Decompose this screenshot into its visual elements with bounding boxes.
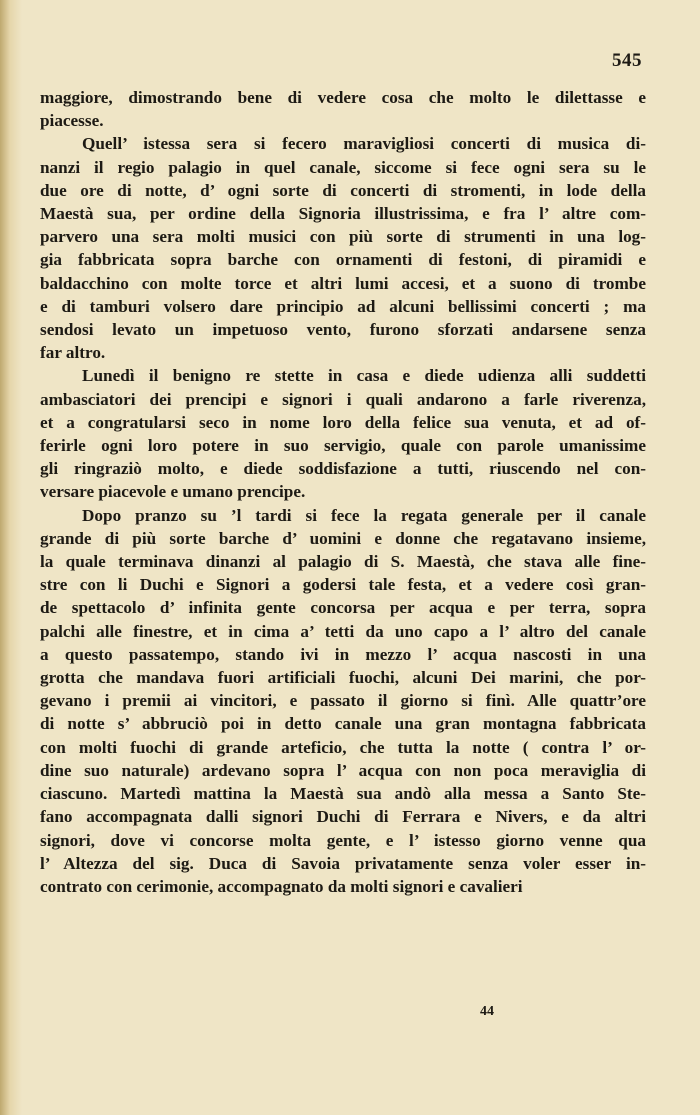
text-line: far altro. [40,343,106,363]
text-line: gevano i premii ai vincitori, e passato il giorno si finì. Alle quattr’ore [40,691,646,711]
text-line: de spettacolo d’ infinita gente concorsa per acqua e per terra, sopra [40,598,646,618]
text-line: sendosi levato un impetuoso vento, furono sforzati andarsene senza [40,320,646,340]
text-line: di notte s’ abbruciò poi in detto canale una gran montagna fabbricata [40,714,646,734]
paragraph [40,364,646,503]
text-line: stre con li Duchi e Signori a godersi tale festa, et a vedere così gran- [40,575,646,595]
text-line: Maestà sua, per ordine della Signoria illustrissima, e fra l’ altre com- [40,204,646,224]
text-line: signori, dove vi concorse molta gente, e l’ istesso giorno venne qua [40,830,646,850]
text-line: palchi alle finestre, et in cima a’ tetti da uno capo a l’ altro del canale [40,621,646,641]
text-line: dine suo naturale) ardevano sopra l’ acqua con non poca meraviglia di [40,760,646,780]
text-line: fano accompagnata dalli signori Duchi di Ferrara e Nivers, e da altri [40,807,646,827]
text-line: due ore di notte, d’ ogni sorte di concerti di stromenti, in lode della [40,180,646,200]
text-line: gli ringraziò molto, e diede soddisfazione a tutti, riuscendo nel con- [40,459,646,479]
text-line: nanzi il regio palagio in quel canale, siccome si fece ogni sera su le [40,157,646,177]
text-line: gia fabbricata sopra barche con ornamenti di festoni, di piramidi e [40,250,646,270]
paragraph [40,132,646,364]
text-line: parvero una sera molti musici con più sorte di strumenti in una log- [40,227,646,247]
text-line: l’ Altezza del sig. Duca di Savoia privatamente senza voler esser in- [40,853,646,873]
text-line: et a congratularsi seco in nome loro della felice sua venuta, et ad of- [40,412,646,432]
text-line: piacesse. [40,111,104,131]
text-line: ciascuno. Martedì mattina la Maestà sua andò alla messa a Santo Ste- [40,784,646,804]
paragraph [40,504,646,898]
signature-mark: 44 [480,1004,494,1019]
text-line: maggiore, dimostrando bene di vedere cosa che molto le dilettasse e [40,88,646,107]
text-line: versare piacevole e umano prencipe. [40,482,306,502]
text-line: ambasciatori dei prencipi e signori i quali andarono a farle riverenza, [40,389,646,409]
text-line: e di tamburi volsero dare principio ad alcuni bellissimi concerti ; ma [40,296,646,316]
text-line: grande di più sorte barche d’ uomini e donne che regatavano insieme, [40,528,646,548]
text-line: Dopo pranzo su ’l tardi si fece la regata generale per il canale [82,505,646,525]
text-line: contrato con cerimonie, accompagnato da molti signori e cavalieri [40,876,523,896]
text-line: ferirle ogni loro potere in suo servigio, quale con parole umanissime [40,436,646,456]
text-line: baldacchino con molte torce et altri lumi accesi, et a suono di trombe [40,273,646,293]
text-line: Quell’ istessa sera si fecero maravigliosi concerti di musica di- [82,134,646,154]
text-line: la quale terminava dinanzi al palagio di S. Maestà, che stava alle fine- [40,552,646,572]
text-line: Lunedì il benigno re stette in casa e diede udienza alli suddetti [82,366,646,386]
text-line: con molti fuochi di grande arteficio, che tutta la notte ( contra l’ or- [40,737,646,757]
body-text [40,86,646,898]
text-line: grotta che mandava fuori artificiali fuochi, alcuni Dei marini, che por- [40,668,646,688]
text-line: a questo passatempo, stando ivi in mezzo l’ acqua nascosti in una [40,644,646,664]
paragraph [40,86,646,132]
page-number: 545 [612,50,642,71]
